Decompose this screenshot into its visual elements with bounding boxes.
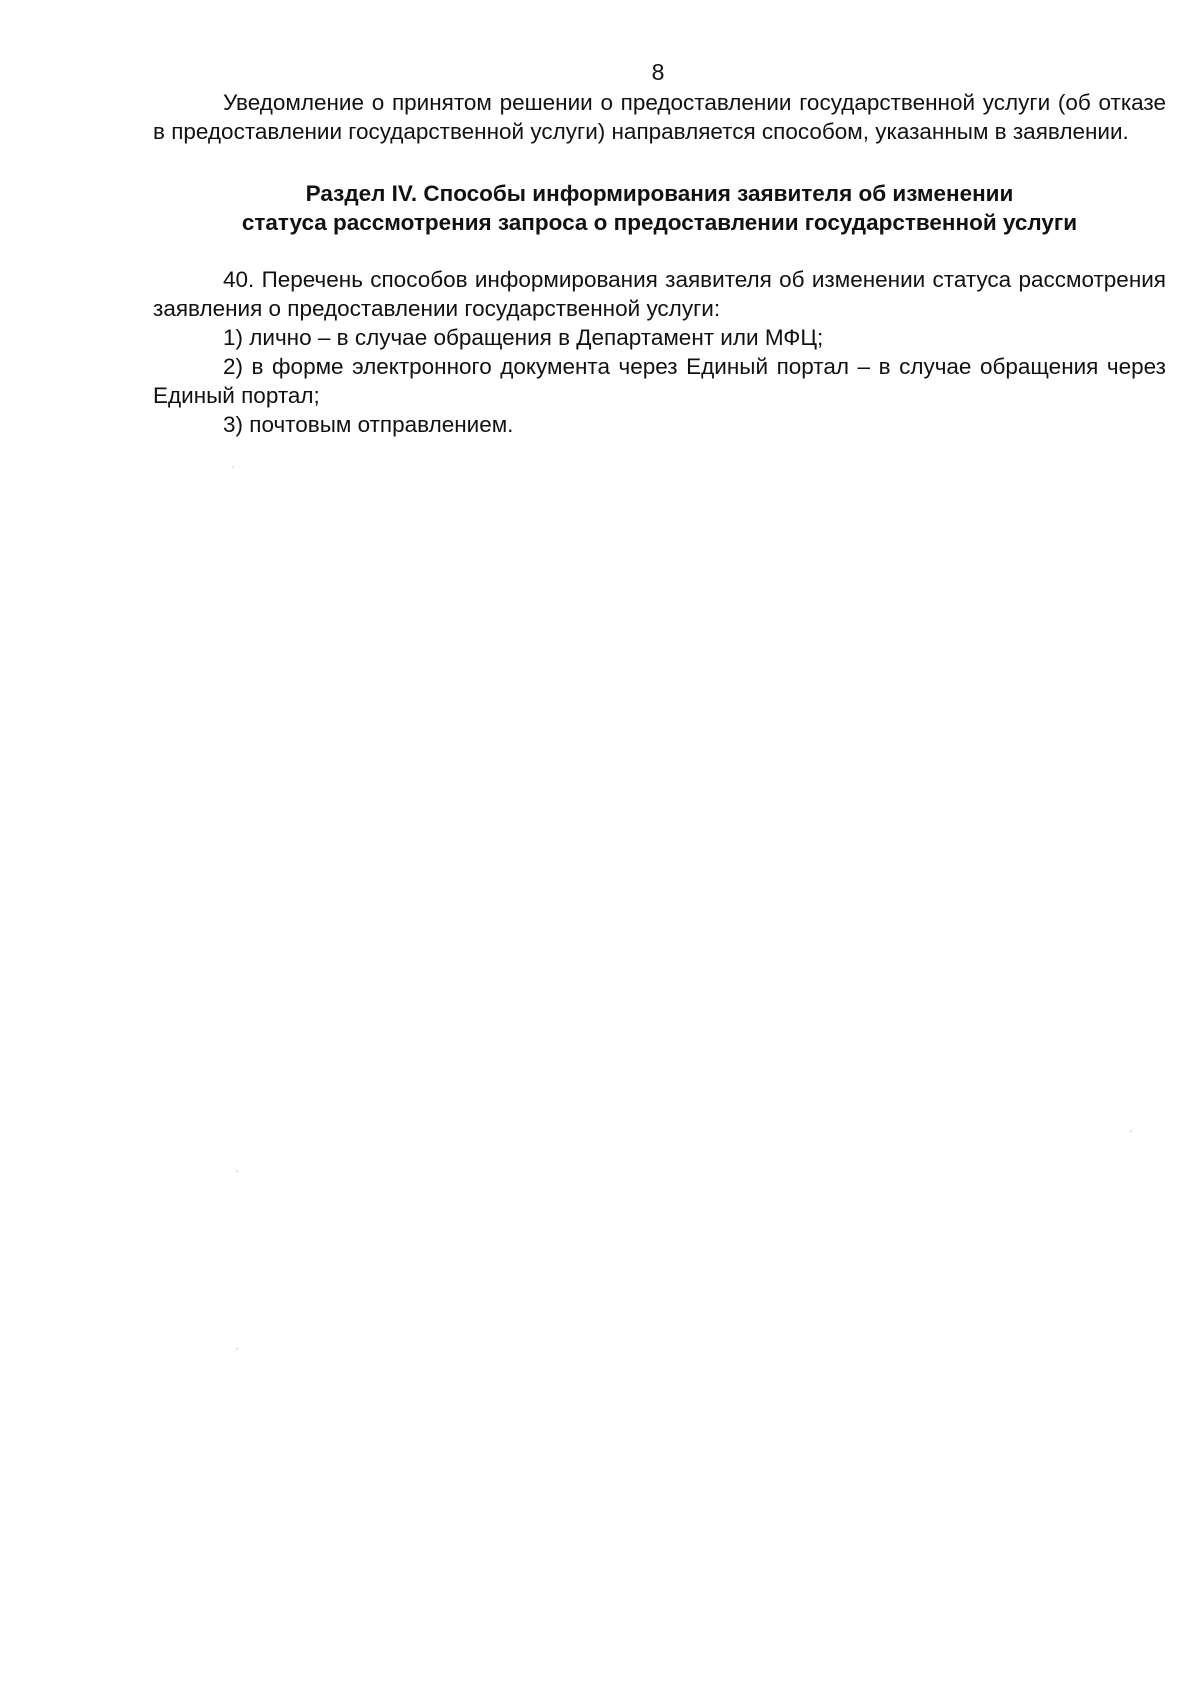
scan-speck bbox=[1130, 1130, 1132, 1132]
document-body bbox=[153, 88, 1166, 439]
list-item-2: 2) в форме электронного документа через Единый портал – в случае обращения через Единый портал; bbox=[153, 354, 1166, 408]
list-item-3: 3) почтовым отправлением. bbox=[223, 412, 514, 437]
page-number: 8 bbox=[651, 59, 665, 85]
list-item-1: 1) лично – в случае обращения в Департамент или МФЦ; bbox=[223, 325, 824, 350]
notice-paragraph: Уведомление о принятом решении о предоставлении государственной услуги (об отказе в предоставлении государственной услуги) направляется способом, указанным в заявлении. bbox=[153, 90, 1166, 144]
scan-speck bbox=[232, 466, 234, 468]
scan-speck bbox=[236, 1348, 238, 1350]
item-40-paragraph: 40. Перечень способов информирования заявителя об изменении статуса рассмотрения заявления о предоставлении государственной услуги: bbox=[153, 267, 1166, 321]
section-heading-line-1: Раздел IV. Способы информирования заявителя об изменении bbox=[305, 181, 1014, 206]
scan-speck bbox=[236, 1170, 238, 1172]
section-heading bbox=[153, 179, 1166, 237]
section-heading-line-2: статуса рассмотрения запроса о предоставлении государственной услуги bbox=[241, 210, 1078, 235]
